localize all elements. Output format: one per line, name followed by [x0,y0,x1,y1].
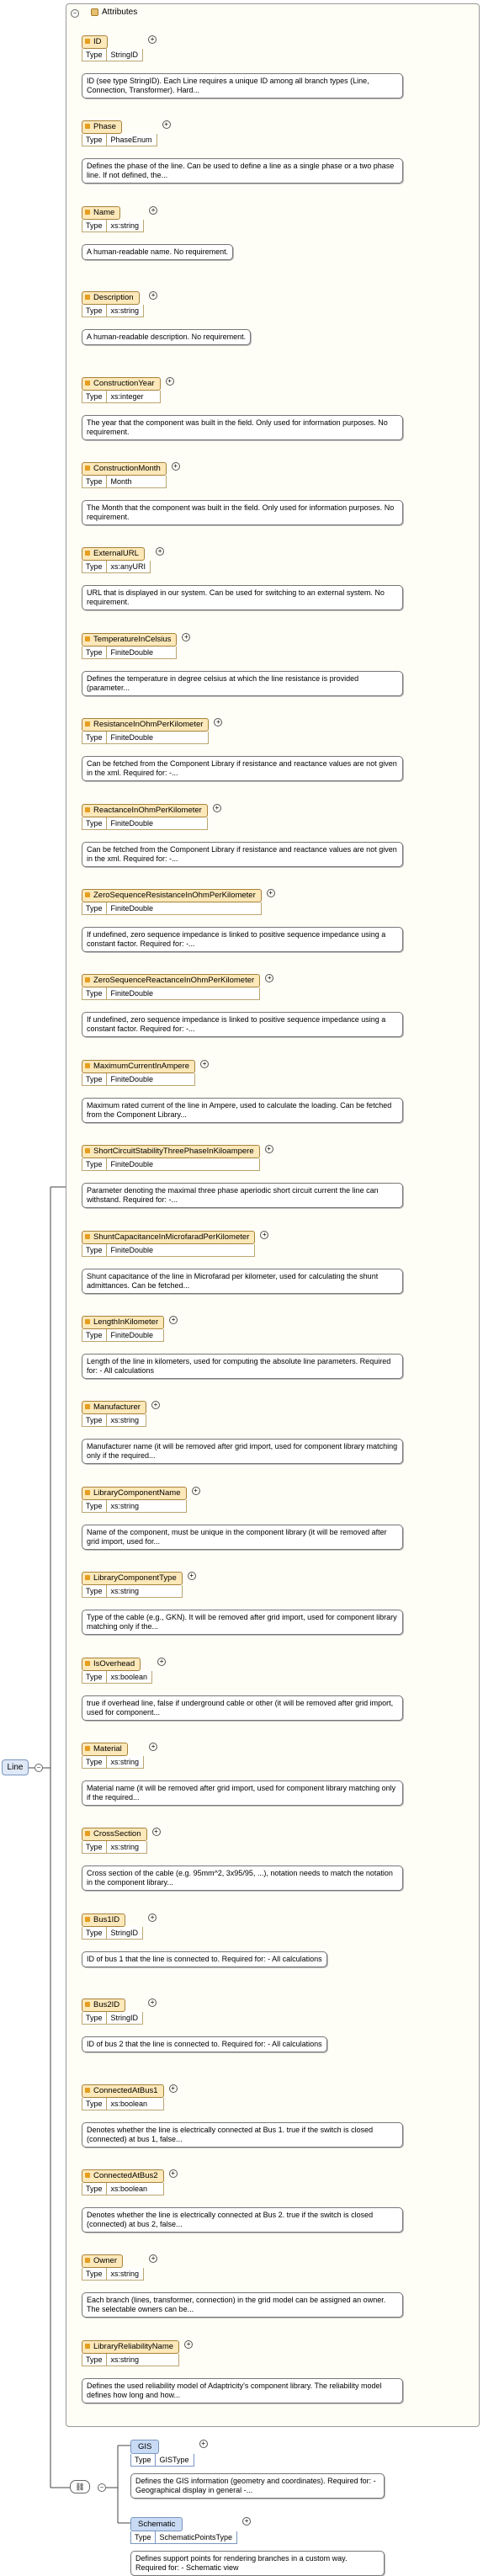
type-label: Type [82,1841,107,1853]
type-value: xs:string [110,221,140,230]
attribute-icon [85,636,90,641]
attribute-icon [85,2088,90,2093]
expand-plus-icon[interactable]: + [152,1828,161,1836]
type-value: xs:string [110,1758,140,1766]
attribute-description: Defines the temperature in degree celsius at which the line resistance is provided (parameter... [82,671,403,696]
attribute-name[interactable] [82,1913,125,1927]
attribute-type-row [82,2183,164,2195]
expand-plus-icon[interactable]: + [162,120,171,129]
element-name[interactable]: GIS [130,2440,159,2454]
attribute-name-text: ID [93,37,102,46]
element-description: Defines the GIS information (geometry and coordinates). Required for: - Geographical display in general -... [130,2473,385,2499]
attribute-description: ID of bus 1 that the line is connected to. Required for: - All calculations [82,1951,327,1967]
type-label: Type [82,2183,107,2195]
expand-plus-icon[interactable]: + [151,1401,160,1409]
attributes-toggle-icon[interactable]: − [71,9,79,18]
type-label: Type [82,2012,107,2024]
type-label: Type [82,2098,107,2110]
attribute-item[interactable] [82,377,174,403]
attribute-icon [85,2002,90,2007]
attribute-type-row [82,1756,144,1769]
attribute-name-text: IsOverhead [93,1659,135,1669]
type-label: Type [82,1158,107,1170]
attribute-description: Each branch (lines, transformer, connection) in the grid model can be assigned an owner. The selectable owners can be... [82,2292,403,2318]
type-value: FiniteDouble [110,819,154,828]
attribute-icon [85,1575,90,1580]
attribute-name-text: ResistanceInOhmPerKilometer [93,720,204,729]
attributes-header-label: Attributes [102,8,138,17]
expand-plus-icon[interactable]: + [148,1999,157,2007]
attribute-icon [85,1234,90,1239]
attribute-item[interactable] [82,2254,157,2281]
attribute-type-row [82,1500,187,1513]
attribute-description: Can be fetched from the Component Library if resistance and reactance values are not given in the xml. Required for: -... [82,842,403,867]
attribute-name-text: ShortCircuitStabilityThreePhaseInKiloampere [93,1147,254,1156]
attribute-name[interactable] [82,2084,164,2098]
child-element-item[interactable] [130,2517,251,2544]
expand-plus-icon[interactable]: + [192,1487,200,1495]
type-label: Type [82,987,107,999]
expand-plus-icon[interactable]: + [184,2340,193,2349]
type-label: Type [82,817,107,829]
expand-plus-icon[interactable]: + [156,547,164,556]
attribute-name[interactable] [82,974,260,987]
attribute-description: A human-readable description. No requirement. [82,329,251,345]
type-label: Type [82,1500,107,1512]
attribute-type-row [82,1244,255,1257]
attribute-icon [85,807,90,812]
type-label: Type [82,647,107,658]
attribute-description: Defines the used reliability model of Adaptricity's component library. The reliability model defines how long and how... [82,2378,403,2403]
attribute-icon [85,892,90,897]
attribute-name[interactable] [82,633,177,647]
type-label: Type [82,2354,107,2366]
attribute-name[interactable] [82,804,208,817]
element-type-row [130,2531,237,2544]
type-label: Type [82,902,107,914]
attribute-name[interactable] [82,206,120,220]
element-name[interactable]: Schematic [130,2517,183,2531]
attribute-icon [85,551,90,556]
attribute-description: true if overhead line, false if underground cable or other (it will be removed after grid import, used for component... [82,1695,403,1721]
attribute-item[interactable] [82,206,157,232]
attribute-name-text: Bus1ID [93,1915,120,1924]
element-description: Defines support points for rendering branches in a custom way. Required for: - Schematic view [130,2551,385,2576]
attribute-name-text: LibraryComponentType [93,1573,177,1583]
attribute-description: If undefined, zero sequence impedance is linked to positive sequence impedance using a constant factor. Required for: -... [82,1012,403,1037]
attribute-name-text: ExternalURL [93,549,139,558]
attribute-name[interactable] [82,120,122,134]
attribute-type-row [82,1585,183,1598]
type-label: Type [82,134,107,146]
attribute-description: Shunt capacitance of the line in Microfarad per kilometer, used for calculating the shunt admittances. Can be fetched... [82,1269,403,1294]
attribute-name-text: MaximumCurrentInAmpere [93,1062,190,1071]
attribute-name-text: TemperatureInCelsius [93,635,172,644]
attribute-name[interactable] [82,1999,125,2012]
type-label: Type [82,1073,107,1085]
attribute-description: ID (see type StringID). Each Line requires a unique ID among all branch types (Line, Connection, Transformer). Hard... [82,73,403,98]
attribute-item[interactable] [82,1913,157,1940]
type-value: Month [110,477,132,486]
type-label: Type [82,1671,107,1683]
attribute-type-row [82,220,144,232]
expand-plus-icon[interactable]: + [242,2517,251,2525]
expand-plus-icon[interactable]: + [265,974,273,982]
type-value: FiniteDouble [110,648,154,657]
attribute-description: Parameter denoting the maximal three phase aperiodic short circuit current the line can withstand. Required for: -... [82,1183,403,1208]
choice-toggle-icon[interactable]: − [98,2483,106,2492]
attributes-header[interactable] [71,7,137,19]
type-label: Type [131,2454,156,2466]
attribute-type-row [82,49,143,61]
attribute-item[interactable] [82,1487,200,1513]
attribute-icon [85,2344,90,2349]
attribute-name-text: ConstructionYear [93,379,155,388]
attribute-group-icon [91,8,98,16]
attribute-type-row [82,817,208,830]
type-value: SchematicPointsType [159,2533,233,2541]
attribute-description: Length of the line in kilometers, used for computing the absolute line parameters. Required for: - All calculations [82,1354,403,1379]
type-value: FiniteDouble [110,1331,154,1339]
attribute-type-row [82,305,144,317]
attribute-item[interactable] [82,1316,178,1342]
attribute-icon [85,977,90,982]
attribute-name-text: Name [93,208,115,217]
attribute-name-text: Material [93,1744,122,1754]
expand-plus-icon[interactable]: + [199,2440,208,2448]
attribute-item[interactable] [82,2084,178,2110]
attribute-item[interactable] [82,974,273,1000]
attribute-description: Type of the cable (e.g., GKN). It will be removed after grid import, used for component library matching only if the... [82,1610,403,1635]
type-value: xs:string [110,2270,140,2278]
type-value: StringID [110,1929,139,1937]
attribute-name-text: Bus2ID [93,2000,120,2009]
attribute-type-row [82,2268,144,2281]
attribute-type-row [82,1414,146,1427]
attribute-name-text: Description [93,293,134,302]
attribute-item[interactable] [82,1999,157,2025]
attribute-item[interactable] [82,2169,178,2195]
type-label: Type [82,1927,107,1939]
expand-plus-icon[interactable]: + [267,889,275,897]
attribute-name[interactable] [82,1572,183,1585]
expand-plus-icon[interactable]: + [188,1572,196,1580]
type-value: xs:anyURI [110,562,146,571]
expand-plus-icon[interactable]: + [149,206,157,215]
type-label: Type [82,1585,107,1597]
attribute-name[interactable] [82,462,167,476]
type-label: Type [82,2268,107,2280]
attribute-icon [85,1319,90,1324]
type-value: PhaseEnum [110,136,152,144]
expand-plus-icon[interactable]: + [166,377,174,386]
attribute-type-row [82,1329,164,1342]
attribute-type-row [82,1073,195,1086]
attribute-description: Manufacturer name (it will be removed after grid import, used for component library matching only if the required... [82,1439,403,1464]
attribute-name-text: LengthInKilometer [93,1317,159,1327]
attribute-type-row [82,476,167,488]
attribute-name[interactable] [82,1401,146,1414]
attribute-type-row [82,732,209,744]
attribute-icon [85,1831,90,1836]
attribute-icon [85,1063,90,1068]
attribute-type-row [82,2098,164,2110]
type-value: FiniteDouble [110,1246,154,1254]
attribute-name[interactable] [82,1828,147,1841]
attribute-name-text: ConnectedAtBus2 [93,2171,158,2180]
attribute-description: The Month that the component was built in the field. Only used for information purposes. No requirement. [82,500,403,525]
attribute-name[interactable] [82,35,108,49]
root-element-line[interactable] [2,1759,29,1775]
type-value: FiniteDouble [110,904,154,913]
expand-plus-icon[interactable]: + [149,291,157,300]
attribute-name[interactable] [82,2169,164,2183]
type-label: Type [82,220,107,232]
attribute-name[interactable] [82,1316,164,1329]
type-label: Type [131,2531,156,2543]
attribute-name[interactable] [82,718,209,732]
expand-plus-icon[interactable]: + [214,718,222,726]
attribute-name[interactable] [82,1060,195,1073]
attribute-type-row [82,391,161,403]
type-value: xs:string [110,306,140,315]
attribute-type-row [82,902,262,915]
attribute-name[interactable] [82,889,262,902]
attribute-type-row [82,1841,147,1854]
expand-plus-icon[interactable]: + [148,1913,157,1922]
attribute-icon [85,2173,90,2178]
expand-plus-icon[interactable]: + [172,462,180,471]
attribute-icon [85,1148,90,1153]
attribute-item[interactable] [82,120,171,146]
type-value: xs:string [110,1502,140,1510]
attribute-type-row [82,2354,179,2366]
type-value: xs:string [110,1843,140,1851]
element-type-row [130,2454,194,2467]
attribute-type-row [82,647,177,659]
attribute-item[interactable] [82,35,157,61]
type-value: xs:boolean [110,2100,148,2108]
child-element-item[interactable] [130,2440,208,2467]
type-value: xs:string [110,1416,140,1424]
attribute-item[interactable] [82,1743,157,1769]
attribute-name[interactable] [82,291,140,305]
type-label: Type [82,476,107,487]
expand-plus-icon[interactable]: + [265,1145,273,1153]
attribute-icon [85,39,90,44]
attribute-type-row [82,2012,143,2025]
attribute-description: The year that the component was built in the field. Only used for information purposes. No requirement. [82,415,403,440]
attribute-name-text: CrossSection [93,1829,141,1839]
attribute-name-text: LibraryReliabilityName [93,2342,174,2351]
attribute-description: ID of bus 2 that the line is connected to. Required for: - All calculations [82,2036,327,2052]
attribute-item[interactable] [82,1231,268,1257]
type-value: FiniteDouble [110,733,154,742]
type-value: xs:integer [110,392,144,401]
attribute-description: Denotes whether the line is electrically connected at Bus 1. true if the switch is closed (connected) at bus 1, false... [82,2122,403,2148]
type-value: StringID [110,2014,139,2022]
attribute-description: Maximum rated current of the line in Ampere, used to calculate the loading. Can be fetched from the Component Library... [82,1098,403,1123]
attribute-description: A human-readable name. No requirement. [82,244,233,260]
type-label: Type [82,561,107,572]
attribute-item[interactable] [82,1145,273,1171]
root-label: Line [7,1763,24,1772]
expand-plus-icon[interactable]: + [213,804,221,812]
attribute-item[interactable] [82,889,275,915]
expand-plus-icon[interactable]: + [148,35,157,44]
attribute-name-text: ConnectedAtBus1 [93,2086,158,2095]
type-value: GISType [159,2456,189,2464]
attribute-icon [85,1746,90,1751]
attribute-icon [85,381,90,386]
attribute-name-text: ReactanceInOhmPerKilometer [93,806,202,815]
collapse-toggle-icon[interactable]: − [34,1764,43,1772]
type-label: Type [82,49,107,61]
attribute-icon [85,466,90,471]
attribute-description: Can be fetched from the Component Library if resistance and reactance values are not given in the xml. Required for: -... [82,756,403,781]
attribute-type-row [82,1927,143,1940]
attribute-description: Cross section of the cable (e.g. 95mm^2, 3x95/95, ...), notation needs to match the notation in the component library... [82,1865,403,1891]
type-value: FiniteDouble [110,989,154,998]
attribute-icon [85,210,90,215]
attribute-name-text: Phase [93,122,116,131]
attribute-icon [85,1490,90,1495]
attribute-name[interactable] [82,1658,141,1671]
attribute-name-text: ZeroSequenceResistanceInOhmPerKilometer [93,891,256,900]
expand-plus-icon[interactable]: + [169,2169,178,2178]
attribute-item[interactable] [82,1828,161,1854]
attribute-name-text: ShuntCapacitanceInMicrofaradPerKilometer [93,1232,250,1242]
attribute-name[interactable] [82,2254,123,2268]
attribute-type-row [82,1671,152,1684]
type-label: Type [82,732,107,743]
attribute-item[interactable] [82,718,222,744]
expand-plus-icon[interactable]: + [169,1316,178,1324]
attribute-name[interactable] [82,547,145,561]
type-value: xs:string [110,2355,140,2364]
attribute-type-row [82,134,157,146]
expand-plus-icon[interactable]: + [157,1658,166,1666]
attribute-name[interactable] [82,1231,255,1244]
attribute-item[interactable] [82,1060,209,1086]
attribute-item[interactable] [82,1401,160,1427]
attribute-name[interactable] [82,1743,128,1756]
type-label: Type [82,1329,107,1341]
type-label: Type [82,305,107,317]
expand-plus-icon[interactable]: + [169,2084,178,2093]
attribute-item[interactable] [82,633,190,659]
type-value: FiniteDouble [110,1075,154,1083]
attribute-icon [85,1661,90,1666]
attribute-description: Material name (it will be removed after grid import, used for component library matching only if the required... [82,1780,403,1806]
attribute-description: URL that is displayed in our system. Can be used for switching to an external system. No requirement. [82,585,403,610]
choice-compositor-icon[interactable]: ⛓ [70,2480,90,2494]
type-label: Type [82,1756,107,1768]
attribute-icon [85,2258,90,2263]
type-value: FiniteDouble [110,1160,154,1168]
attribute-icon [85,124,90,129]
attribute-name[interactable] [82,1487,187,1500]
type-value: xs:string [110,1587,140,1595]
attribute-item[interactable] [82,291,157,317]
attribute-item[interactable] [82,547,164,573]
expand-plus-icon[interactable]: + [149,2254,157,2263]
attribute-name-text: Manufacturer [93,1402,141,1412]
expand-plus-icon[interactable]: + [149,1743,157,1751]
type-label: Type [82,1414,107,1426]
attribute-name[interactable] [82,1145,260,1158]
attribute-description: Name of the component, must be unique in the component library (it will be removed after grid import, used for... [82,1525,403,1550]
expand-plus-icon[interactable]: + [260,1231,268,1239]
attribute-name-text: Owner [93,2256,117,2265]
attribute-name-text: ZeroSequenceReactanceInOhmPerKilometer [93,976,255,985]
type-label: Type [82,1244,107,1256]
attribute-name-text: LibraryComponentName [93,1488,181,1498]
attribute-description: Defines the phase of the line. Can be used to define a line as a single phase or a two phase line. If not defined, the... [82,158,403,184]
attributes-group [66,3,480,2427]
attribute-icon [85,721,90,726]
attribute-item[interactable] [82,1572,196,1598]
attribute-type-row [82,561,151,573]
attribute-description: Denotes whether the line is electrically connected at Bus 2. true if the switch is closed (connected) at bus 2, false... [82,2207,403,2233]
type-label: Type [82,391,107,402]
expand-plus-icon[interactable]: + [200,1060,209,1068]
attribute-icon [85,1917,90,1922]
attribute-name-text: ConstructionMonth [93,464,161,473]
expand-plus-icon[interactable]: + [182,633,190,641]
attribute-item[interactable] [82,804,221,830]
attribute-item[interactable] [82,1658,166,1684]
attribute-name[interactable] [82,377,161,391]
attribute-icon [85,1404,90,1409]
attribute-item[interactable] [82,2340,193,2366]
attribute-name[interactable] [82,2340,179,2354]
attribute-icon [85,295,90,300]
attribute-type-row [82,987,260,1000]
attribute-type-row [82,1158,260,1171]
type-value: xs:boolean [110,2185,148,2193]
attribute-item[interactable] [82,462,180,488]
type-value: xs:boolean [110,1673,148,1681]
type-value: StringID [110,51,139,59]
attribute-description: If undefined, zero sequence impedance is linked to positive sequence impedance using a constant factor. Required for: -... [82,927,403,952]
